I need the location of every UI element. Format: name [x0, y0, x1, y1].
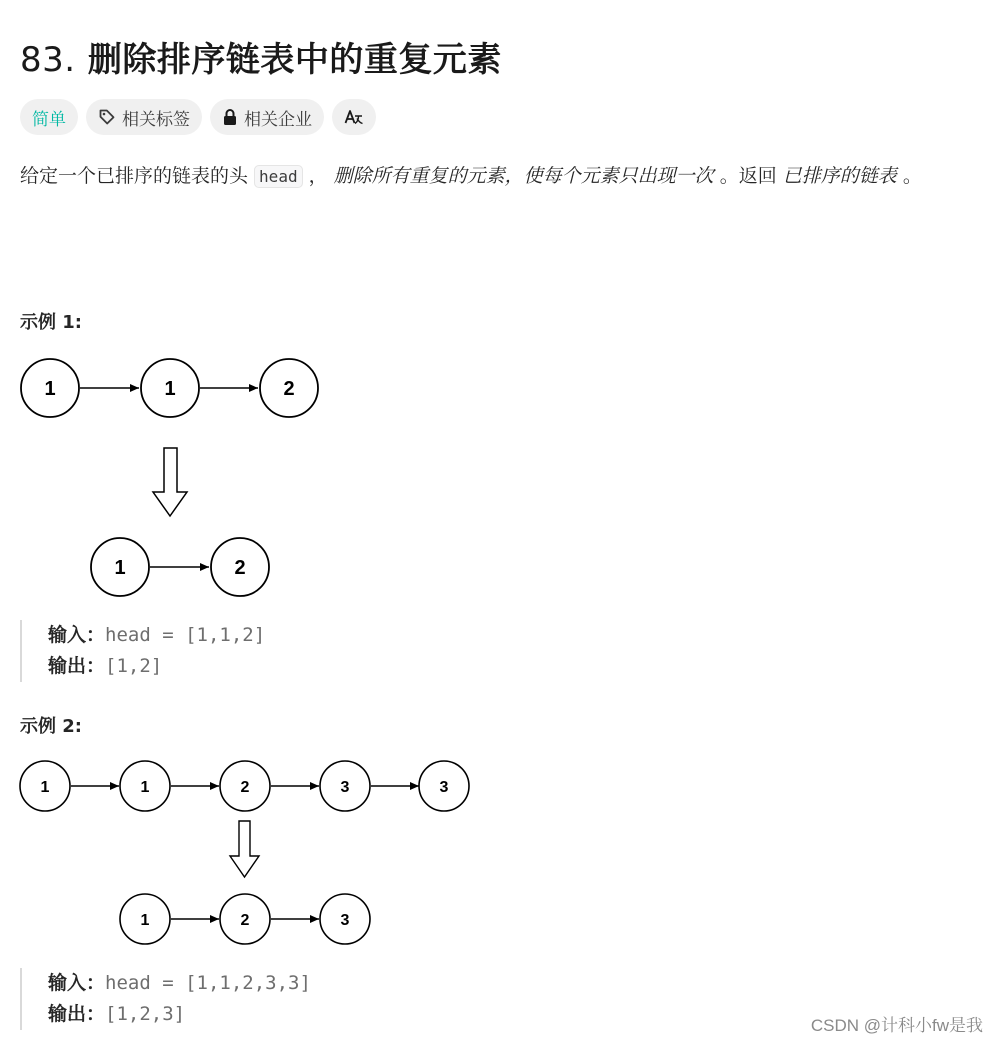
down-arrow-icon: [153, 448, 187, 516]
input-value: head = [1,1,2,3,3]: [105, 972, 311, 994]
svg-text:2: 2: [240, 779, 250, 796]
example-1-output: [48, 651, 265, 682]
svg-text:1: 1: [44, 378, 56, 400]
inline-code-head: head: [254, 165, 303, 188]
description-text: 。: [896, 165, 922, 187]
list-node: [141, 359, 199, 417]
description-text: ，: [302, 165, 334, 187]
list-node: [419, 761, 469, 811]
input-value: head = [1,1,2]: [105, 624, 266, 646]
example-1-input: [48, 620, 265, 651]
related-companies-label: 相关企业: [244, 109, 312, 130]
list-node: [20, 761, 70, 811]
svg-text:1: 1: [114, 557, 126, 579]
svg-text:2: 2: [240, 912, 250, 929]
example-2-after-list: [120, 894, 370, 944]
svg-text:2: 2: [283, 378, 295, 400]
list-node: [220, 761, 270, 811]
svg-text:1: 1: [140, 912, 150, 929]
output-value: [1,2,3]: [105, 1003, 186, 1025]
list-node: [320, 894, 370, 944]
list-node: [91, 538, 149, 596]
list-node: [120, 761, 170, 811]
list-node: [260, 359, 318, 417]
difficulty-label: 简单: [32, 109, 66, 130]
output-label: 输出：: [48, 655, 106, 677]
example-1-before-list: [21, 359, 318, 417]
svg-text:3: 3: [340, 912, 350, 929]
svg-text:1: 1: [164, 378, 176, 400]
example-1-title: 示例 1:: [20, 312, 82, 333]
list-node: [320, 761, 370, 811]
related-tags-label: 相关标签: [122, 109, 190, 130]
list-node: [120, 894, 170, 944]
list-node: [220, 894, 270, 944]
description-emphasis: 已排序的链表: [782, 165, 897, 187]
description-emphasis: 删除所有重复的元素，使每个元素只出现一次: [333, 165, 714, 187]
example-2-output: [48, 999, 311, 1030]
svg-text:3: 3: [439, 779, 449, 796]
list-node: [211, 538, 269, 596]
example-2-title: 示例 2:: [20, 716, 82, 737]
svg-text:2: 2: [234, 557, 246, 579]
svg-text:1: 1: [140, 779, 150, 796]
down-arrow-icon: [230, 821, 259, 877]
example-1-io: [20, 620, 265, 682]
description-text: 。返回: [713, 165, 783, 187]
output-label: 输出：: [48, 1003, 106, 1025]
input-label: 输入：: [48, 624, 106, 646]
watermark: CSDN @计科小fw是我: [810, 1016, 983, 1035]
description-text: 给定一个已排序的链表的头: [20, 165, 255, 187]
input-label: 输入：: [48, 972, 106, 994]
example-2-io: [20, 968, 311, 1030]
example-2-input: [48, 968, 311, 999]
svg-text:3: 3: [340, 779, 350, 796]
list-node: [21, 359, 79, 417]
example-2-before-list: [20, 761, 469, 811]
problem-name: 删除排序链表中的重复元素: [87, 40, 502, 80]
problem-number: 83.: [20, 40, 76, 80]
output-value: [1,2]: [105, 655, 163, 677]
svg-text:1: 1: [40, 779, 50, 796]
example-1-after-list: [91, 538, 269, 596]
